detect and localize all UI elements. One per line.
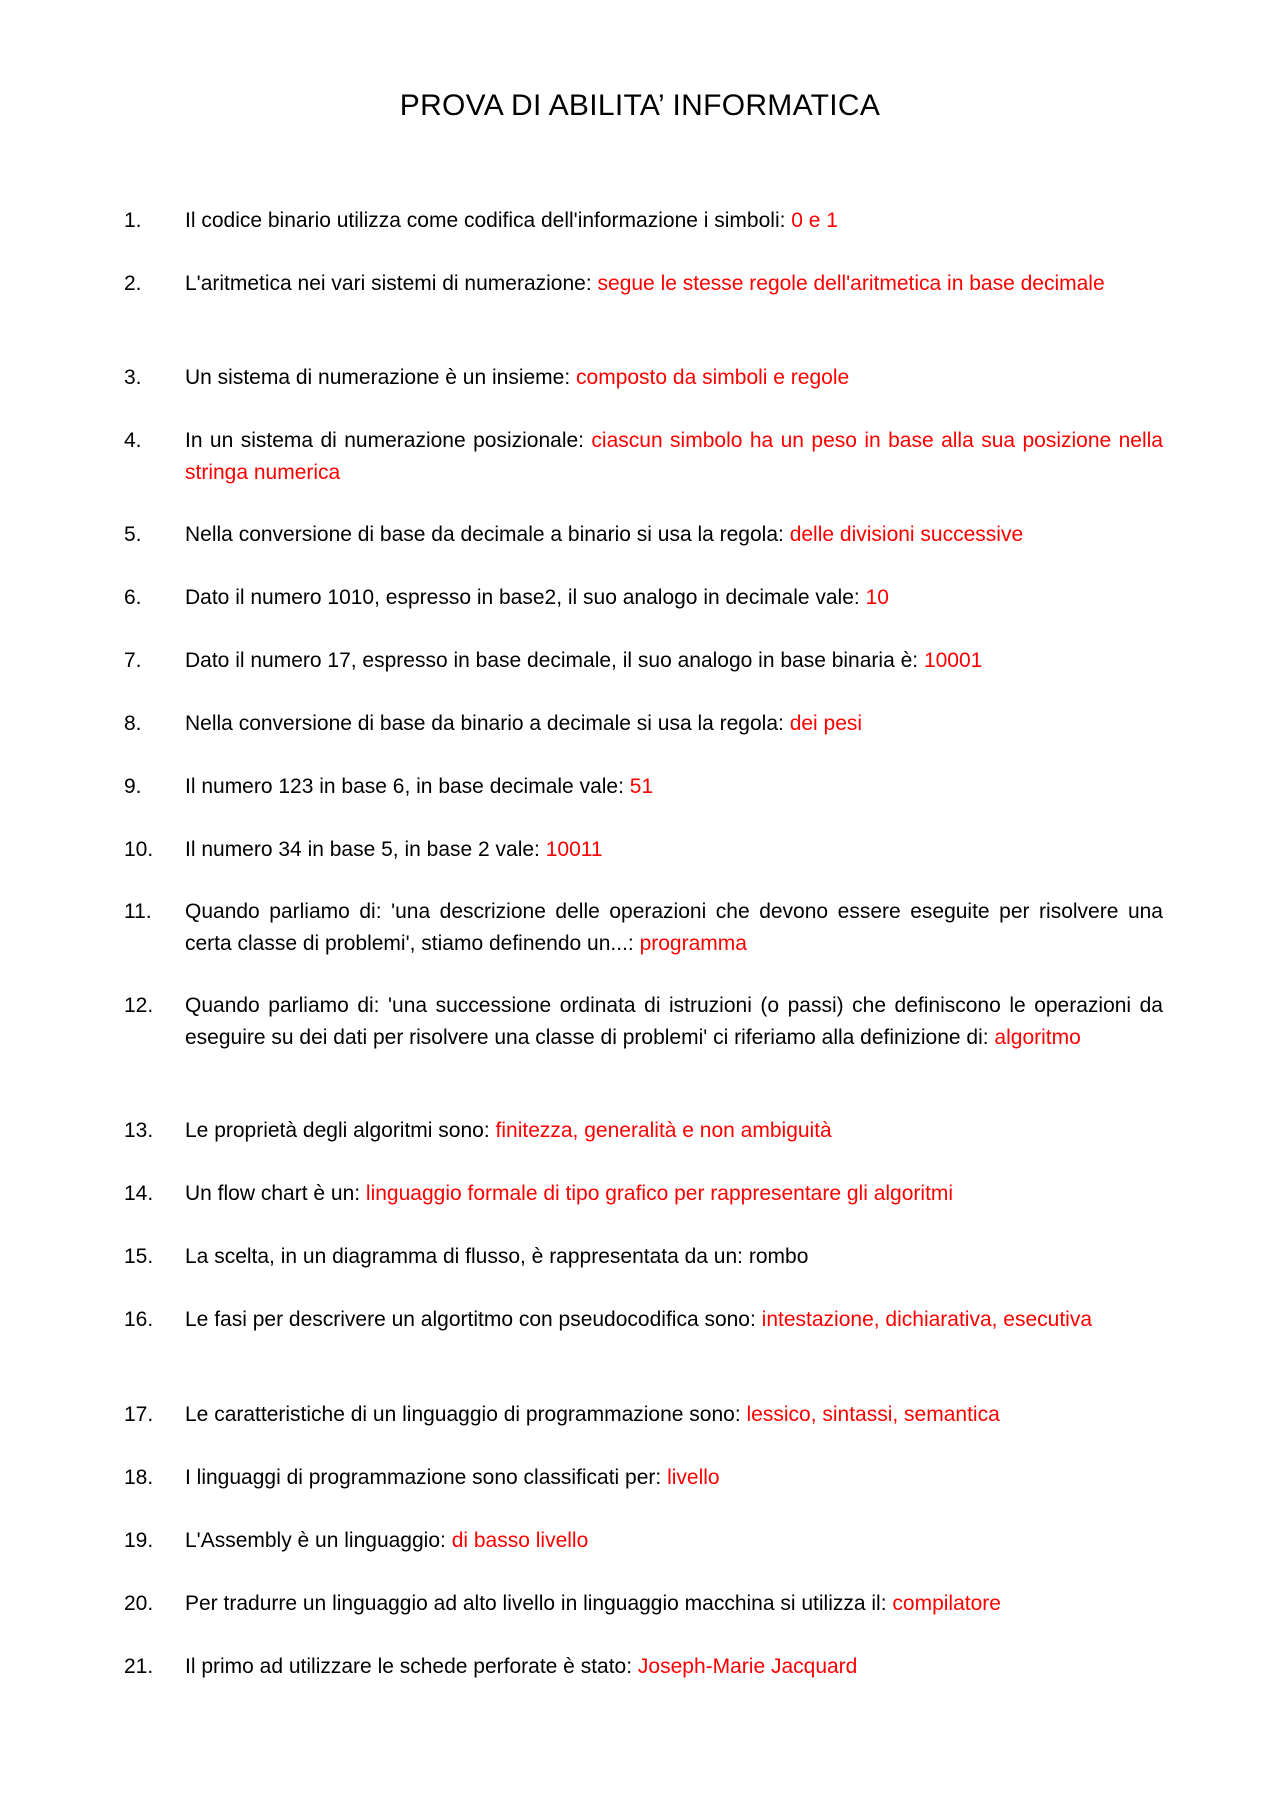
question-text bbox=[185, 1304, 1163, 1336]
answer-text: dei pesi bbox=[789, 712, 863, 735]
question-text bbox=[185, 1462, 1163, 1494]
question-number: 6. bbox=[124, 586, 142, 609]
question-stem: Il primo ad utilizzare le schede perforate è stato: bbox=[185, 1655, 638, 1678]
answer-text: algoritmo bbox=[994, 1026, 1081, 1049]
answer-text: rombo bbox=[748, 1245, 809, 1268]
question-stem: Quando parliamo di: 'una descrizione delle operazioni che devono essere eseguite per risolvere una certa classe di problemi', stiamo definendo un...: bbox=[185, 900, 1163, 955]
question-text bbox=[185, 1651, 1163, 1683]
answer-text: 10 bbox=[865, 586, 889, 609]
answer-text: linguaggio formale di tipo grafico per rappresentare gli algoritmi bbox=[365, 1182, 954, 1205]
answer-text: compilatore bbox=[892, 1592, 1001, 1615]
answer-text: livello bbox=[667, 1466, 720, 1489]
question-number: 5. bbox=[124, 523, 142, 546]
answer-text: finitezza, generalità e non ambiguità bbox=[495, 1119, 832, 1142]
question-stem: Un sistema di numerazione è un insieme: bbox=[185, 366, 577, 389]
question-number: 18. bbox=[124, 1466, 154, 1489]
question-stem: Il numero 34 in base 5, in base 2 vale: bbox=[185, 838, 546, 861]
question-number: 4. bbox=[124, 429, 142, 452]
question-number: 10. bbox=[124, 838, 154, 861]
question-stem: La scelta, in un diagramma di flusso, è rappresentata da un: bbox=[185, 1245, 749, 1268]
question-stem: Nella conversione di base da binario a decimale si usa la regola: bbox=[185, 712, 790, 735]
question-stem: Il codice binario utilizza come codifica dell'informazione i simboli: bbox=[185, 209, 792, 232]
question-text bbox=[185, 268, 1163, 300]
question-text bbox=[185, 1525, 1163, 1557]
question-text bbox=[185, 582, 1163, 614]
question-number: 13. bbox=[124, 1119, 154, 1142]
question-number: 3. bbox=[124, 366, 142, 389]
question-stem: In un sistema di numerazione posizionale: bbox=[185, 429, 592, 452]
answer-text: 0 e 1 bbox=[791, 209, 838, 232]
question-text bbox=[185, 834, 1163, 866]
question-number: 8. bbox=[124, 712, 142, 735]
page-title: PROVA DI ABILITA’ INFORMATICA bbox=[399, 89, 881, 122]
question-stem: Il numero 123 in base 6, in base decimale vale: bbox=[185, 775, 630, 798]
question-stem: I linguaggi di programmazione sono classificati per: bbox=[185, 1466, 668, 1489]
question-number: 12. bbox=[124, 994, 154, 1017]
question-number: 21. bbox=[124, 1655, 154, 1678]
question-text bbox=[185, 896, 1163, 960]
question-number: 20. bbox=[124, 1592, 154, 1615]
question-stem: Le proprietà degli algoritmi sono: bbox=[185, 1119, 496, 1142]
question-text bbox=[185, 645, 1163, 677]
question-stem: Le fasi per descrivere un algortitmo con pseudocodifica sono: bbox=[185, 1308, 762, 1331]
answer-text: 10011 bbox=[545, 838, 603, 861]
question-number: 15. bbox=[124, 1245, 154, 1268]
answer-text: 51 bbox=[629, 775, 654, 798]
answer-text: 10001 bbox=[923, 649, 983, 672]
question-text bbox=[185, 1241, 1163, 1273]
question-stem: Quando parliamo di: 'una successione ordinata di istruzioni (o passi) che definiscono le operazioni da eseguire su dei dati per risolvere una classe di problemi' ci riferiamo alla definizione di: bbox=[185, 994, 1163, 1049]
question-text bbox=[185, 1178, 1163, 1210]
answer-text: composto da simboli e regole bbox=[576, 366, 850, 389]
question-stem: L'aritmetica nei vari sistemi di numerazione: bbox=[185, 272, 598, 295]
answer-text: di basso livello bbox=[451, 1529, 589, 1552]
question-text bbox=[185, 1115, 1163, 1147]
question-text bbox=[185, 1399, 1163, 1431]
question-stem: L'Assembly è un linguaggio: bbox=[185, 1529, 452, 1552]
answer-text: ciascun simbolo ha un peso in base alla sua posizione nella stringa numerica bbox=[185, 429, 1163, 484]
question-text bbox=[185, 362, 1163, 394]
answer-text: lessico, sintassi, semantica bbox=[746, 1403, 1000, 1426]
question-stem: Un flow chart è un: bbox=[185, 1182, 366, 1205]
answer-text: intestazione, dichiarativa, esecutiva bbox=[761, 1308, 1093, 1331]
question-stem: Nella conversione di base da decimale a binario si usa la regola: bbox=[185, 523, 790, 546]
question-number: 11. bbox=[124, 900, 152, 923]
question-stem: Le caratteristiche di un linguaggio di programmazione sono: bbox=[185, 1403, 747, 1426]
answer-text: delle divisioni successive bbox=[789, 523, 1024, 546]
question-stem: Per tradurre un linguaggio ad alto livello in linguaggio macchina si utilizza il: bbox=[185, 1592, 893, 1615]
question-number: 19. bbox=[124, 1529, 154, 1552]
question-number: 17. bbox=[124, 1403, 154, 1426]
question-number: 1. bbox=[124, 209, 142, 232]
question-number: 9. bbox=[124, 775, 142, 798]
question-number: 7. bbox=[124, 649, 142, 672]
question-text bbox=[185, 708, 1163, 740]
question-text bbox=[185, 771, 1163, 803]
answer-text: segue le stesse regole dell'aritmetica in base decimale bbox=[597, 272, 1105, 295]
question-text bbox=[185, 519, 1163, 551]
question-text bbox=[185, 1588, 1163, 1620]
question-number: 14. bbox=[124, 1182, 154, 1205]
question-text bbox=[185, 205, 1163, 237]
question-number: 16. bbox=[124, 1308, 154, 1331]
question-text bbox=[185, 990, 1163, 1054]
question-text bbox=[185, 425, 1163, 489]
answer-text: programma bbox=[639, 932, 747, 955]
question-number: 2. bbox=[124, 272, 142, 295]
answer-text: Joseph-Marie Jacquard bbox=[637, 1655, 858, 1678]
question-stem: Dato il numero 17, espresso in base decimale, il suo analogo in base binaria è: bbox=[185, 649, 924, 672]
question-stem: Dato il numero 1010, espresso in base2, il suo analogo in decimale vale: bbox=[185, 586, 866, 609]
